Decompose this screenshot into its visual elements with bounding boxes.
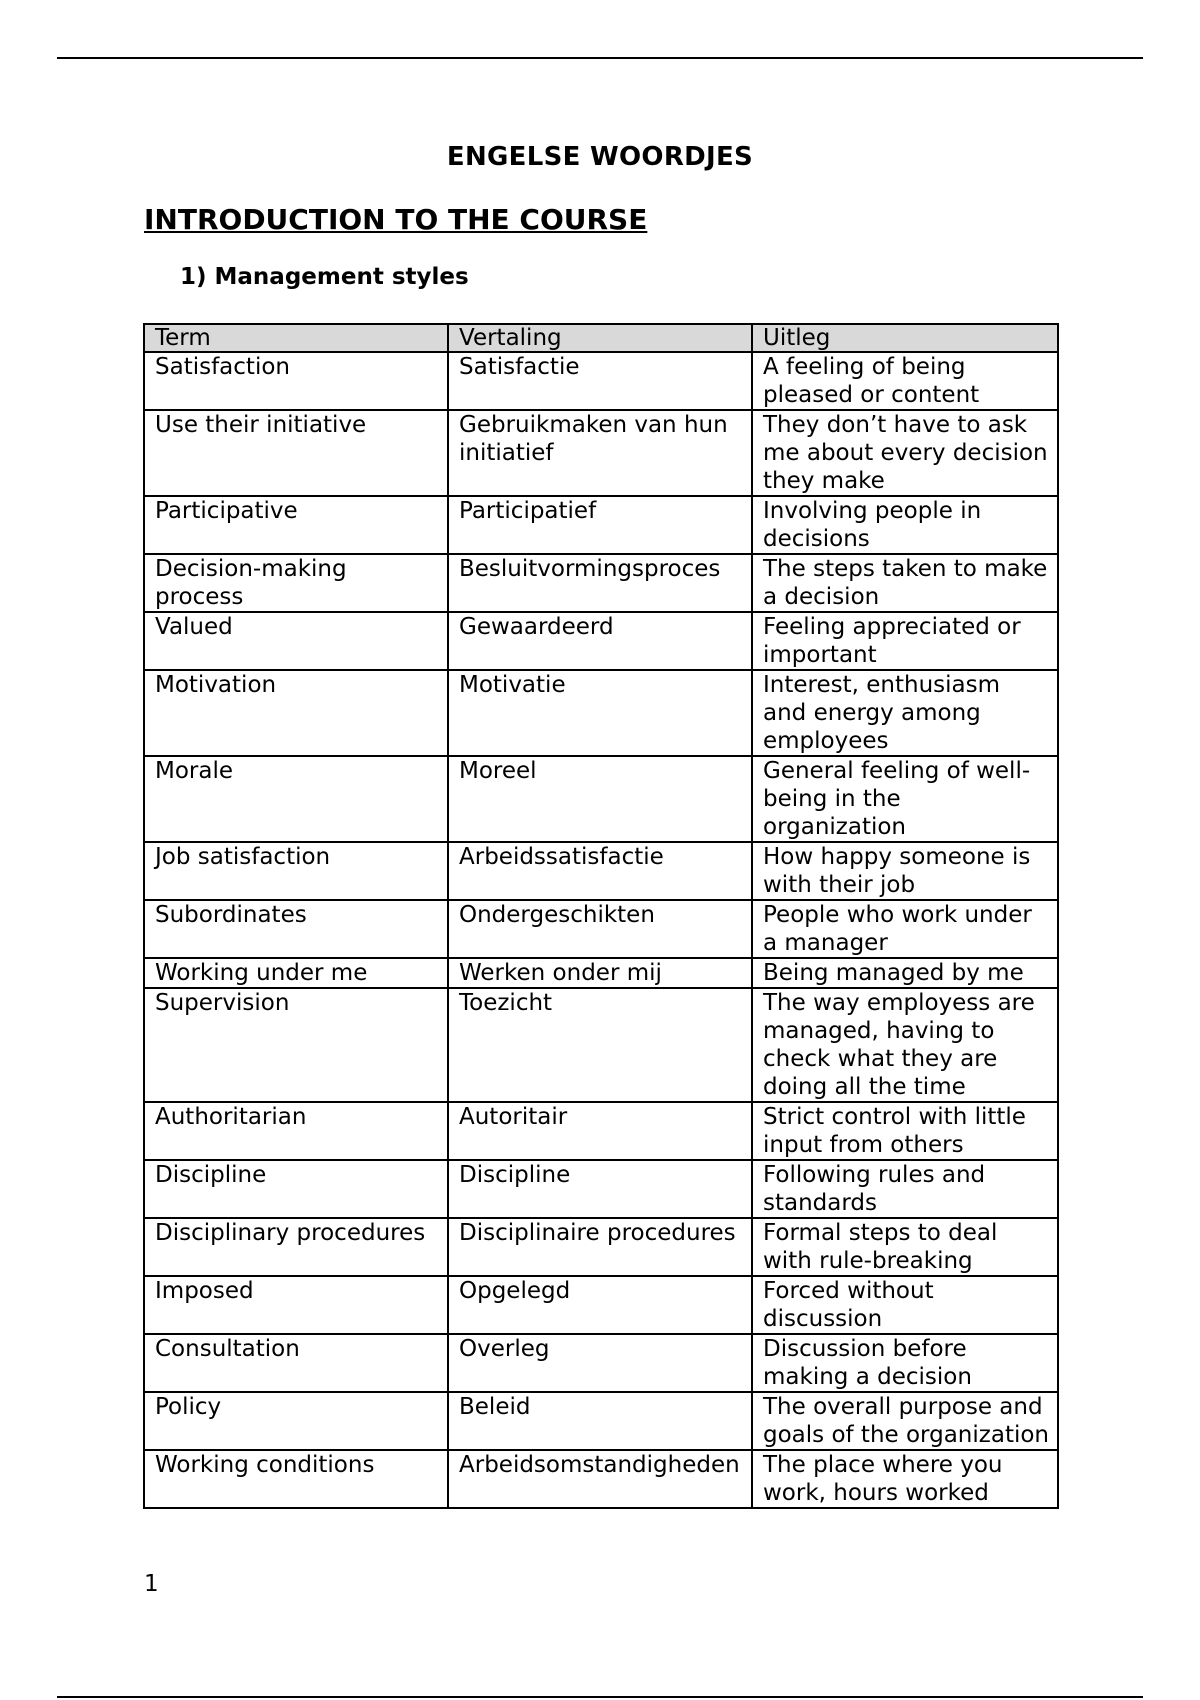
cell-translation: Motivatie bbox=[448, 670, 752, 756]
cell-term: Subordinates bbox=[144, 900, 448, 958]
table-row bbox=[144, 1218, 1058, 1276]
table-row bbox=[144, 612, 1058, 670]
header-rule bbox=[57, 57, 1143, 59]
table-header-row bbox=[144, 324, 1058, 352]
cell-term: Discipline bbox=[144, 1160, 448, 1218]
cell-translation: Arbeidssatisfactie bbox=[448, 842, 752, 900]
cell-translation: Gewaardeerd bbox=[448, 612, 752, 670]
cell-term: Job satisfaction bbox=[144, 842, 448, 900]
cell-explanation: Feeling appreciated or important bbox=[752, 612, 1058, 670]
table-row bbox=[144, 900, 1058, 958]
cell-term: Valued bbox=[144, 612, 448, 670]
cell-explanation: The way employess are managed, having to check what they are doing all the time bbox=[752, 988, 1058, 1102]
cell-explanation: The overall purpose and goals of the organization bbox=[752, 1392, 1058, 1450]
cell-explanation: Strict control with little input from others bbox=[752, 1102, 1058, 1160]
cell-term: Use their initiative bbox=[144, 410, 448, 496]
cell-explanation: The steps taken to make a decision bbox=[752, 554, 1058, 612]
cell-term: Satisfaction bbox=[144, 352, 448, 410]
cell-explanation: Forced without discussion bbox=[752, 1276, 1058, 1334]
cell-translation: Werken onder mij bbox=[448, 958, 752, 988]
cell-translation: Autoritair bbox=[448, 1102, 752, 1160]
cell-term: Authoritarian bbox=[144, 1102, 448, 1160]
table-row bbox=[144, 1392, 1058, 1450]
cell-term: Participative bbox=[144, 496, 448, 554]
cell-translation: Satisfactie bbox=[448, 352, 752, 410]
table-row bbox=[144, 958, 1058, 988]
cell-term: Supervision bbox=[144, 988, 448, 1102]
column-header-translation: Vertaling bbox=[448, 324, 752, 352]
cell-explanation: Formal steps to deal with rule-breaking bbox=[752, 1218, 1058, 1276]
cell-explanation: Discussion before making a decision bbox=[752, 1334, 1058, 1392]
cell-translation: Discipline bbox=[448, 1160, 752, 1218]
page-number: 1 bbox=[144, 1571, 159, 1597]
cell-translation: Gebruikmaken van hun initiatief bbox=[448, 410, 752, 496]
cell-term: Decision-making process bbox=[144, 554, 448, 612]
cell-translation: Participatief bbox=[448, 496, 752, 554]
table-row bbox=[144, 410, 1058, 496]
cell-explanation: People who work under a manager bbox=[752, 900, 1058, 958]
table-row bbox=[144, 1160, 1058, 1218]
cell-explanation: They don’t have to ask me about every decision they make bbox=[752, 410, 1058, 496]
table-row bbox=[144, 352, 1058, 410]
cell-explanation: Interest, enthusiasm and energy among employees bbox=[752, 670, 1058, 756]
cell-explanation: How happy someone is with their job bbox=[752, 842, 1058, 900]
cell-translation: Moreel bbox=[448, 756, 752, 842]
column-header-term: Term bbox=[144, 324, 448, 352]
cell-term: Imposed bbox=[144, 1276, 448, 1334]
cell-explanation: Being managed by me bbox=[752, 958, 1058, 988]
cell-translation: Besluitvormingsproces bbox=[448, 554, 752, 612]
cell-translation: Beleid bbox=[448, 1392, 752, 1450]
cell-term: Policy bbox=[144, 1392, 448, 1450]
table-row bbox=[144, 842, 1058, 900]
table-row bbox=[144, 1450, 1058, 1508]
table-row bbox=[144, 554, 1058, 612]
cell-term: Disciplinary procedures bbox=[144, 1218, 448, 1276]
vocabulary-table bbox=[143, 323, 1059, 1509]
column-header-explanation: Uitleg bbox=[752, 324, 1058, 352]
cell-explanation: A feeling of being pleased or content bbox=[752, 352, 1058, 410]
cell-explanation: The place where you work, hours worked bbox=[752, 1450, 1058, 1508]
cell-explanation: Following rules and standards bbox=[752, 1160, 1058, 1218]
cell-translation: Disciplinaire procedures bbox=[448, 1218, 752, 1276]
table-row bbox=[144, 670, 1058, 756]
subsection-title: 1) Management styles bbox=[180, 264, 469, 290]
cell-term: Motivation bbox=[144, 670, 448, 756]
document-title: ENGELSE WOORDJES bbox=[446, 142, 754, 172]
cell-explanation: Involving people in decisions bbox=[752, 496, 1058, 554]
cell-term: Working conditions bbox=[144, 1450, 448, 1508]
cell-translation: Toezicht bbox=[448, 988, 752, 1102]
table-row bbox=[144, 496, 1058, 554]
table-body bbox=[144, 352, 1058, 1508]
cell-translation: Opgelegd bbox=[448, 1276, 752, 1334]
cell-term: Working under me bbox=[144, 958, 448, 988]
table-row bbox=[144, 756, 1058, 842]
cell-term: Morale bbox=[144, 756, 448, 842]
cell-explanation: General feeling of well-being in the organization bbox=[752, 756, 1058, 842]
table-row bbox=[144, 988, 1058, 1102]
cell-translation: Overleg bbox=[448, 1334, 752, 1392]
table-row bbox=[144, 1102, 1058, 1160]
cell-term: Consultation bbox=[144, 1334, 448, 1392]
footer-rule bbox=[57, 1696, 1143, 1698]
table-row bbox=[144, 1276, 1058, 1334]
cell-translation: Ondergeschikten bbox=[448, 900, 752, 958]
section-title: INTRODUCTION TO THE COURSE bbox=[144, 203, 648, 236]
cell-translation: Arbeidsomstandigheden bbox=[448, 1450, 752, 1508]
table-row bbox=[144, 1334, 1058, 1392]
